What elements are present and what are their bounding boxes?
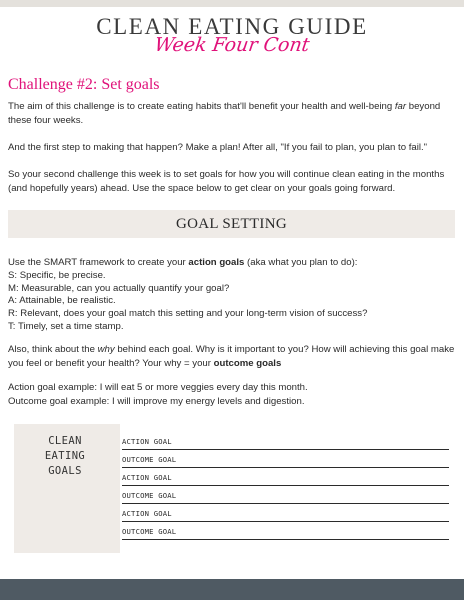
- page-subtitle: Week Four Cont: [153, 34, 311, 56]
- clean-eating-goals-card: [14, 424, 455, 553]
- footer-bar: [0, 579, 464, 600]
- smart-item-s: S: Specific, be precise.: [8, 269, 106, 281]
- emphasis-far: far: [394, 101, 407, 112]
- goal-line-outcome-2[interactable]: OUTCOME GOAL: [122, 486, 449, 504]
- smart-item-a: A: Attainable, be realistic.: [8, 295, 116, 307]
- top-border-bar: [0, 0, 464, 7]
- goal-setting-heading: GOAL SETTING: [8, 210, 455, 238]
- smart-item-m: M: Measurable, can you actually quantify your goal?: [8, 282, 230, 294]
- action-goal-example: Action goal example: I will eat 5 or more veggies every day this month.: [8, 382, 308, 393]
- second-challenge-paragraph: So your second challenge this week is to set goals for how you will continue clean eating in the months (and hopefully years) ahead. Use the space below to get clear on your goals going forward.: [8, 169, 445, 194]
- page-title: CLEAN EATING GUIDE: [96, 14, 368, 39]
- outcome-goal-example: Outcome goal example: I will improve my energy levels and digestion.: [8, 395, 305, 407]
- goal-line-action-1[interactable]: ACTION GOAL: [122, 432, 449, 450]
- smart-item-t: T: Timely, set a time stamp.: [8, 320, 124, 332]
- goals-writing-area: [120, 424, 455, 553]
- challenge-heading: Challenge #2: Set goals: [8, 76, 160, 93]
- goal-line-outcome-1[interactable]: OUTCOME GOAL: [122, 450, 449, 468]
- smart-intro: Use the SMART framework to create your action goals (aka what you plan to do):: [8, 257, 358, 268]
- goals-card-title: CLEAN EATING GOALS: [44, 435, 86, 477]
- goal-line-action-3[interactable]: ACTION GOAL: [122, 504, 449, 522]
- why-paragraph: Also, think about the why behind each goal. Why is it important to you? How will achieving this goal make you feel or benefit your health? Your why = your outcome goals: [8, 344, 455, 369]
- emphasis-why: why: [97, 344, 115, 355]
- goal-line-outcome-3[interactable]: OUTCOME GOAL: [122, 522, 449, 540]
- plan-paragraph: And the first step to making that happen? Make a plan! After all, "If you fail to plan, you plan to fail.": [8, 142, 428, 153]
- smart-item-r: R: Relevant, does your goal match this setting and your long-term vision of success?: [8, 308, 368, 320]
- smart-framework: [8, 257, 458, 334]
- challenge-intro-paragraph: The aim of this challenge is to create eating habits that'll benefit your health and well-being far beyond these four weeks.: [8, 101, 441, 126]
- goal-line-action-2[interactable]: ACTION GOAL: [122, 468, 449, 486]
- goal-examples: [8, 381, 458, 408]
